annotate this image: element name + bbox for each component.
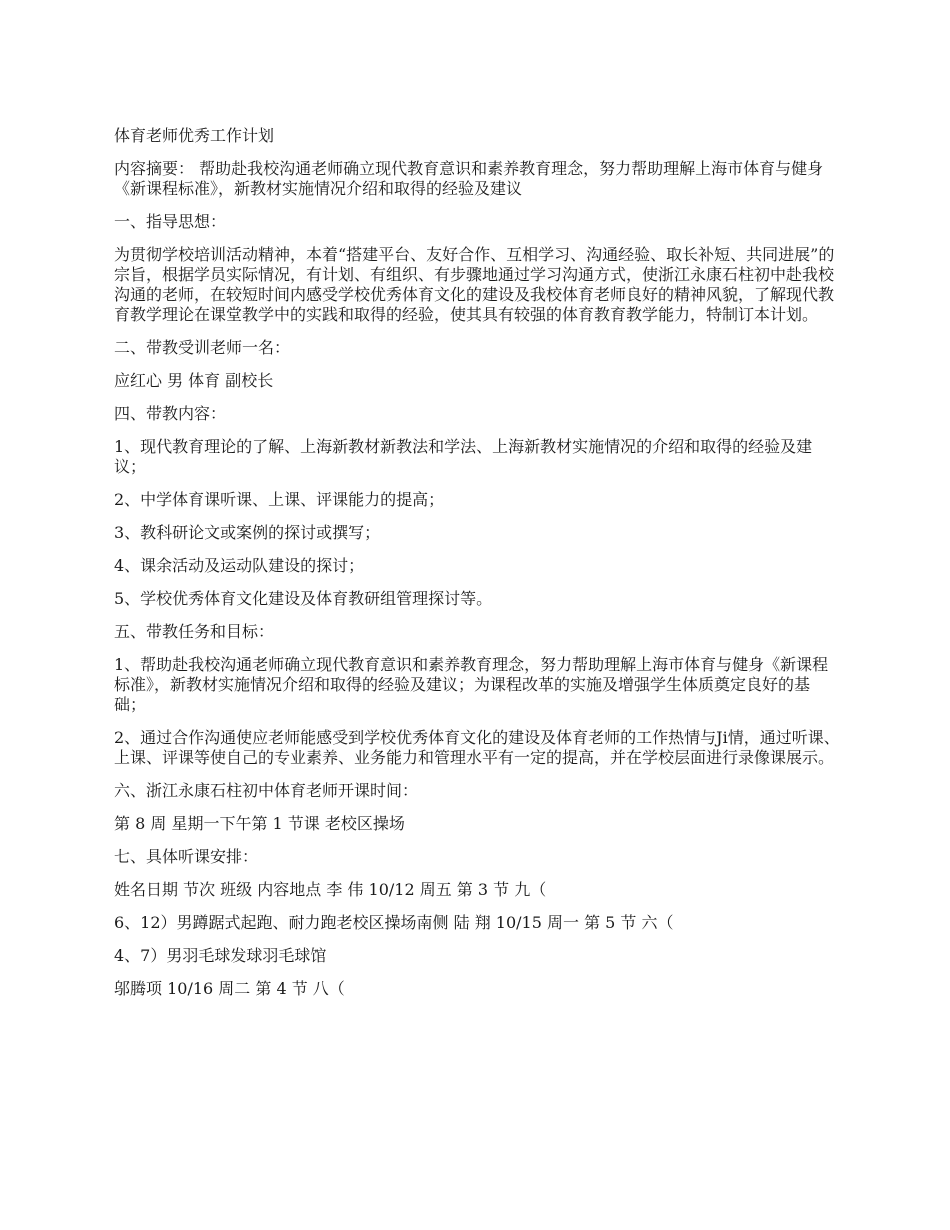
content-item: 3、教科研论文或案例的探讨或撰写； <box>114 523 381 542</box>
content-item: 5、学校优秀体育文化建设及体育教研组管理探讨等。 <box>114 589 493 608</box>
content-item: 1、现代教育理论的了解、上海新教材新教法和学法、上海新教材实施情况的介绍和取得的经验及建议； <box>114 437 813 476</box>
guiding-thought-paragraph: 为贯彻学校培训活动精神，本着“搭建平台、友好合作、互相学习、沟通经验、取长补短、共同进展”的宗旨，根据学员实际情况，有计划、有组织、有步骤地通过学习沟通方式，使浙江永康石柱初中赴我校沟通的老师，在较短时间内感受学校优秀体育文化的建设及我校体育老师良好的精神风貌，了解现代教育教学理论在课堂教学中的实践和取得的经验，使其具有较强的体育教育教学能力，特制订本计划。 <box>114 245 835 324</box>
section-heading-goals: 五、带教任务和目标： <box>114 622 275 641</box>
section-heading-content: 四、带教内容： <box>114 404 227 423</box>
section-heading-schedule: 七、具体听课安排： <box>114 847 259 866</box>
section-heading-trainee: 二、带教受训老师一名： <box>114 338 291 357</box>
content-item: 2、中学体育课听课、上课、评课能力的提高； <box>114 490 445 509</box>
section-heading-open-class: 六、浙江永康石柱初中体育老师开课时间： <box>114 781 419 800</box>
schedule-line: 4、7）男羽毛球发球羽毛球馆 <box>114 946 327 965</box>
open-class-time: 第 8 周 星期一下午第 1 节课 老校区操场 <box>114 814 405 833</box>
schedule-line: 6、12）男蹲踞式起跑、耐力跑老校区操场南侧 陆 翔 10/15 周一 第 5 节 六（ <box>114 913 674 932</box>
document-page <box>114 126 840 1012</box>
section-heading-guiding-thought: 一、指导思想： <box>114 212 227 231</box>
document-title: 体育老师优秀工作计划 <box>114 126 275 145</box>
summary-paragraph: 内容摘要： 帮助赴我校沟通老师确立现代教育意识和素养教育理念，努力帮助理解上海市体育与健身《新课程标准》，新教材实施情况介绍和取得的经验及建议 <box>114 159 824 198</box>
goal-item: 1、帮助赴我校沟通老师确立现代教育意识和素养教育理念，努力帮助理解上海市体育与健身《新课程标准》，新教材实施情况介绍和取得的经验及建议；为课程改革的实施及增强学生体质奠定良好的基础； <box>114 655 829 714</box>
content-item: 4、课余活动及运动队建设的探讨； <box>114 556 365 575</box>
trainee-info: 应红心 男 体育 副校长 <box>114 371 274 390</box>
goal-item: 2、通过合作沟通使应老师能感受到学校优秀体育文化的建设及体育老师的工作热情与Ji情，通过听课、上课、评课等使自己的专业素养、业务能力和管理水平有一定的提高，并在学校层面进行录像课展示。 <box>114 728 840 767</box>
schedule-line: 姓名日期 节次 班级 内容地点 李 伟 10/12 周五 第 3 节 九（ <box>114 880 547 899</box>
schedule-line: 邬腾项 10/16 周二 第 4 节 八（ <box>114 979 345 998</box>
